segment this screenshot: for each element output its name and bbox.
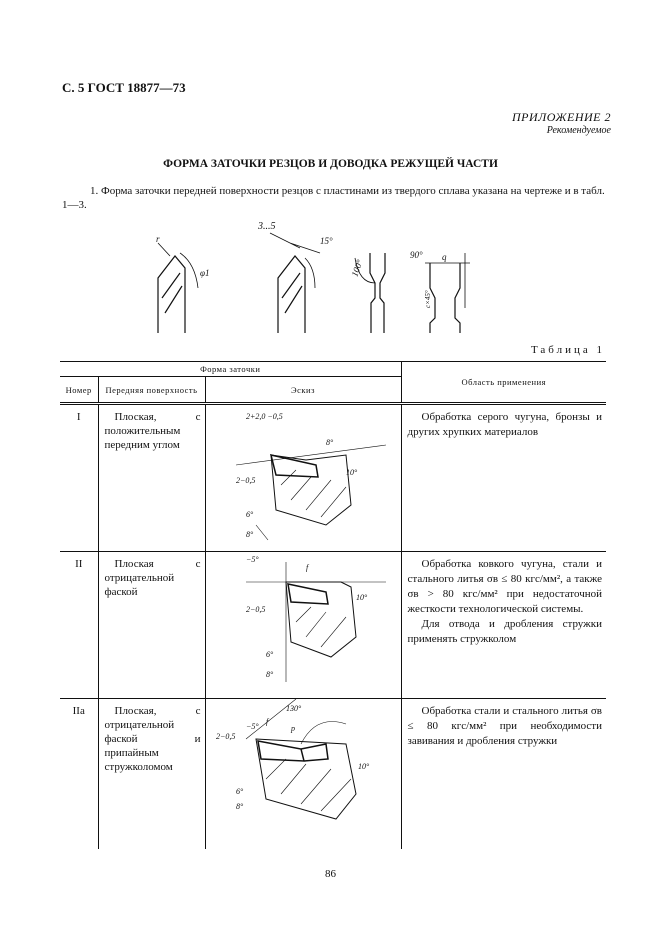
sketch-label: 6° — [265, 650, 273, 659]
sketch-label: 130° — [285, 704, 301, 713]
label-15: 15° — [320, 236, 333, 246]
sketch-label: 6° — [235, 787, 243, 796]
row-sketch — [205, 404, 401, 552]
table-row — [60, 404, 606, 552]
area-text: Для отвода и дробления стружки применять стружколом — [407, 618, 602, 645]
label-c45: c×45° — [424, 290, 432, 308]
paragraph: 1. Форма заточки передней поверхности резцов с пластинами из твердого сплава указана на чертеже и в табл. 1—3. — [62, 185, 605, 211]
sketch-label: f — [265, 717, 268, 726]
sketch-label: 8° — [265, 670, 273, 679]
row-area — [401, 552, 606, 699]
page-number: 86 — [325, 868, 336, 880]
label-100: 100° — [349, 258, 365, 278]
sketch-label: 8° — [245, 530, 253, 539]
row-sketch — [205, 552, 401, 699]
area-text: Обработка стали и стального литья σв ≤ 80 кгс/мм² при необходимости завивания и дробления стружки — [407, 705, 602, 747]
row-area — [401, 404, 606, 552]
figure-2 — [257, 221, 333, 333]
sketch-label: 2+2,0 −0,5 — [245, 412, 283, 421]
label-q: q — [442, 252, 447, 262]
figure-3 — [349, 253, 385, 333]
sketch-label: 8° — [235, 802, 243, 811]
sketch-label: 2−0,5 — [235, 476, 255, 485]
label-phi1: φ1 — [200, 268, 210, 278]
sketch-label: 2−0,5 — [245, 605, 265, 614]
appendix-title: ПРИЛОЖЕНИЕ 2 — [512, 110, 611, 124]
row-number: IIa — [60, 699, 98, 849]
area-text: Обработка ковкого чугуна, стали и стального литья σв ≤ 80 кгс/мм², а также σв > 80 кгс/мм² при недостаточной жесткости технологической системы. — [407, 558, 602, 615]
row-sketch — [205, 699, 401, 849]
area-text: Обработка серого чугуна, бронзы и других хрупких материалов — [407, 411, 602, 438]
table-caption: Таблица 1 — [530, 344, 605, 356]
row-number: II — [60, 552, 98, 699]
appendix-status: Рекомендуемое — [546, 125, 611, 136]
sketch-label: 6° — [245, 510, 253, 519]
row-surface: Плоская с отрицательной фаской — [98, 552, 205, 699]
sketch-label: 10° — [357, 762, 369, 771]
row-surface: Плоская, с положительным передним углом — [98, 404, 205, 552]
col-surface: Передняя поверхность — [98, 377, 205, 404]
row-number: I — [60, 404, 98, 552]
col-area: Область применения — [401, 362, 606, 404]
sketch-label: 2−0,5 — [215, 732, 235, 741]
sketch-label: p — [290, 724, 295, 733]
page-header: С. 5 ГОСТ 18877—73 — [62, 80, 186, 95]
label-dim: 3...5 — [258, 221, 276, 232]
sketch-label: −5° — [245, 722, 259, 731]
row-surface: Плоская, с отрицательной фаской и припайным стружколомом — [98, 699, 205, 849]
col-number: Номер — [60, 377, 98, 404]
sketch-label: 8° — [325, 438, 333, 447]
row-area — [401, 699, 606, 849]
cutter-figures — [140, 218, 480, 338]
col-sketch: Эскиз — [205, 377, 401, 404]
section-title: ФОРМА ЗАТОЧКИ РЕЗЦОВ И ДОВОДКА РЕЖУЩЕЙ ЧАСТИ — [163, 158, 498, 170]
sketch-label: −5° — [245, 555, 259, 564]
table-row — [60, 552, 606, 699]
figure-4 — [410, 250, 470, 333]
sketch-label: f — [305, 563, 308, 572]
figure-1 — [156, 234, 209, 333]
sharpening-table — [60, 361, 606, 849]
sketch-label: 10° — [355, 593, 367, 602]
sketch-label: 10° — [345, 468, 357, 477]
group-header: Форма заточки — [60, 362, 401, 377]
label-90: 90° — [410, 250, 423, 260]
table-row — [60, 699, 606, 849]
label-r: r — [156, 234, 160, 244]
